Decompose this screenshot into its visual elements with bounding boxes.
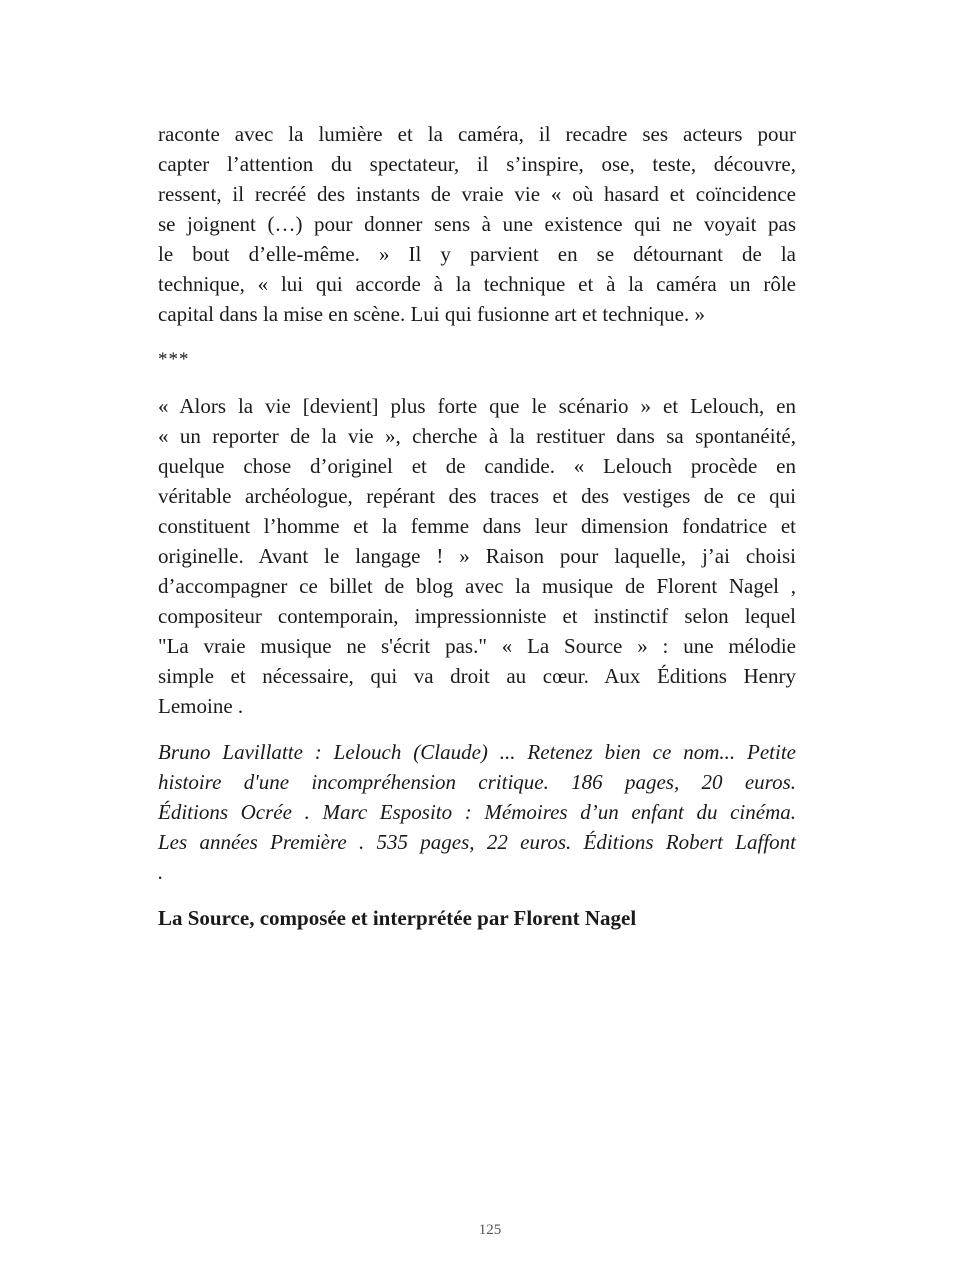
reference-line: histoire d'une incompréhension critique. 186 pages, 20 euros. — [158, 770, 796, 794]
text-line: « un reporter de la vie », cherche à la restituer dans sa spontanéité, — [158, 424, 796, 448]
text-line: technique, « lui qui accorde à la technique et à la caméra un rôle — [158, 272, 796, 296]
paragraph-1 — [158, 119, 796, 329]
text-line: capter l’attention du spectateur, il s’inspire, ose, teste, découvre, — [158, 152, 796, 176]
reference-line: Éditions Ocrée . Marc Esposito : Mémoires d’un enfant du cinéma. — [158, 800, 796, 824]
section-separator: *** — [158, 349, 190, 370]
text-line: capital dans la mise en scène. Lui qui fusionne art et technique. » — [158, 302, 705, 326]
page-body — [158, 119, 796, 933]
text-line: Lemoine . — [158, 694, 244, 718]
text-line: originelle. Avant le langage ! » Raison pour laquelle, j’ai choisi — [158, 544, 796, 568]
text-line: compositeur contemporain, impressionniste et instinctif selon lequel — [158, 604, 796, 628]
text-line: simple et nécessaire, qui va droit au cœur. Aux Éditions Henry — [158, 664, 796, 688]
text-line: se joignent (…) pour donner sens à une existence qui ne voyait pas — [158, 212, 796, 236]
reference-line: . — [158, 860, 164, 884]
text-line: raconte avec la lumière et la caméra, il recadre ses acteurs pour — [158, 122, 796, 146]
text-line: véritable archéologue, repérant des traces et des vestiges de ce qui — [158, 484, 796, 508]
page-number: 125 — [478, 1222, 502, 1238]
text-line: d’accompagner ce billet de blog avec la musique de Florent Nagel , — [158, 574, 796, 598]
text-line: « Alors la vie [devient] plus forte que le scénario » et Lelouch, en — [158, 394, 796, 418]
text-line: quelque chose d’originel et de candide. « Lelouch procède en — [158, 454, 796, 478]
music-title: La Source, composée et interprétée par Florent Nagel — [158, 906, 637, 930]
text-line: le bout d’elle-même. » Il y parvient en se détournant de la — [158, 242, 796, 266]
reference-line: Les années Première . 535 pages, 22 euros. Éditions Robert Laffont — [158, 830, 796, 854]
text-line: ressent, il recréé des instants de vraie vie « où hasard et coïncidence — [158, 182, 796, 206]
book-references — [158, 737, 796, 887]
reference-line: Bruno Lavillatte : Lelouch (Claude) ... Retenez bien ce nom... Petite — [158, 740, 796, 764]
paragraph-2 — [158, 391, 796, 721]
text-line: "La vraie musique ne s'écrit pas." « La Source » : une mélodie — [158, 634, 796, 658]
text-line: constituent l’homme et la femme dans leur dimension fondatrice et — [158, 514, 796, 538]
